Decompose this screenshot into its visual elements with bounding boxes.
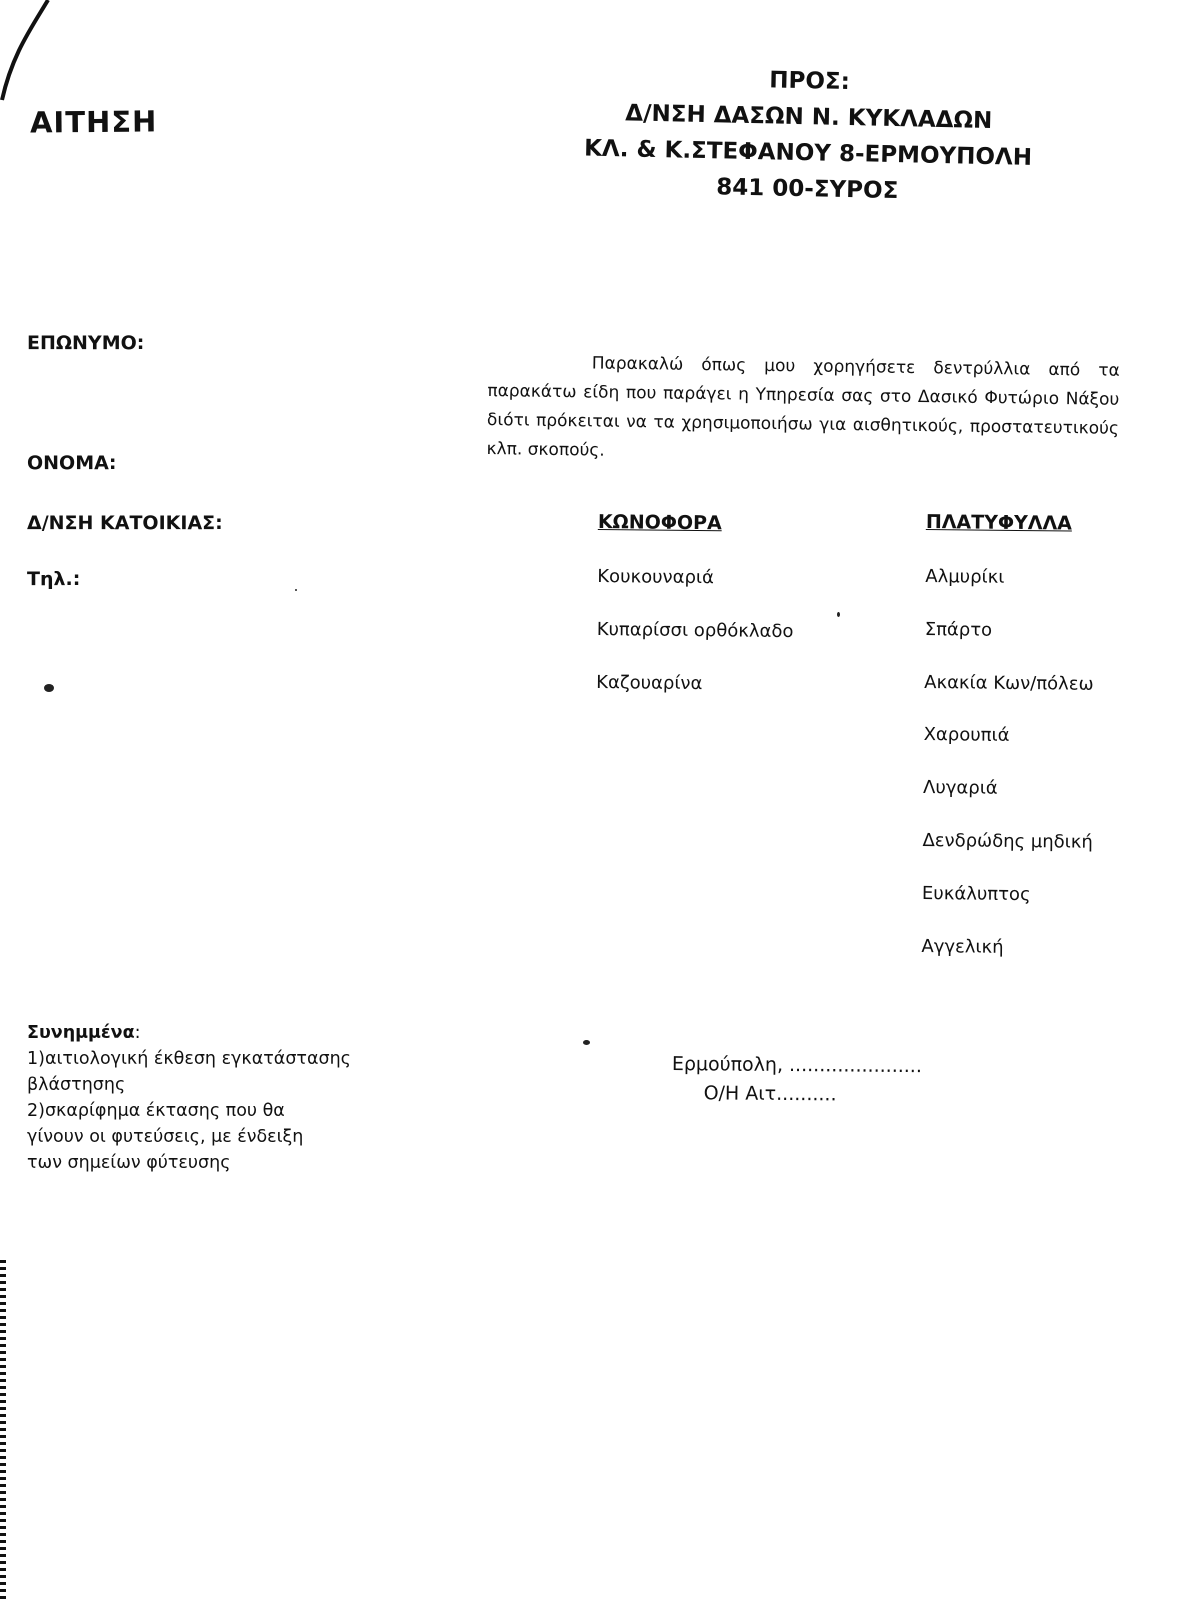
attachments-colon: : bbox=[134, 1023, 141, 1043]
scan-edge-marks bbox=[0, 1260, 6, 1600]
broadleaf-item: Σπάρτο bbox=[924, 618, 993, 641]
scan-speck bbox=[44, 684, 54, 692]
broadleaf-item: Χαρουπιά bbox=[923, 723, 1010, 746]
broadleaf-item: Δενδρώδης μηδική bbox=[922, 829, 1093, 853]
signature-block bbox=[671, 1050, 931, 1110]
address-label: Δ/ΝΣΗ ΚΑΤΟΙΚΙΑΣ: bbox=[27, 512, 223, 534]
broadleaves-column bbox=[921, 511, 1146, 973]
conifers-column bbox=[596, 511, 878, 714]
scan-speck bbox=[295, 589, 297, 591]
recipient-line: ΠΡΟΣ: bbox=[769, 67, 851, 96]
document-title: ΑΙΤΗΣΗ bbox=[29, 104, 158, 140]
recipient-line: Δ/ΝΣΗ ΔΑΣΩΝ Ν. ΚΥΚΛΑΔΩΝ bbox=[625, 100, 993, 135]
phone-label: Τηλ.: bbox=[27, 568, 81, 590]
broadleaf-item: Αγγελική bbox=[921, 935, 1004, 958]
conifers-header: ΚΩΝΟΦΟΡΑ bbox=[597, 511, 722, 535]
name-label: ΟΝΟΜΑ: bbox=[27, 452, 117, 474]
broadleaf-item: Ευκάλυπτος bbox=[921, 882, 1031, 906]
surname-label: ΕΠΩΝΥΜΟ: bbox=[27, 332, 145, 354]
attachment-item: 2)σκαρίφημα έκτασης που θα γίνουν οι φυτεύσεις, με ένδειξη των σημείων φύτευσης bbox=[27, 1101, 304, 1173]
scan-speck bbox=[583, 1040, 590, 1045]
conifer-item: Κουκουναριά bbox=[597, 565, 714, 589]
request-text: Παρακαλώ όπως μου χορηγήσετε δεντρύλλια από τα παρακάτω είδη που παράγει η Υπηρεσία σας στο Δασικό Φυτώριο Νάξου διότι πρόκειται να τα χρησιμοποιήσω για αισθητικούς, προστατευτικούς κλπ. σκοπούς. bbox=[486, 353, 1120, 461]
broadleaves-header: ΠΛΑΤΥΦΥΛΛΑ bbox=[925, 511, 1073, 535]
request-paragraph bbox=[486, 348, 1120, 473]
broadleaf-item: Αλμυρίκι bbox=[925, 565, 1005, 588]
broadleaf-item: Ακακία Κων/πόλεω bbox=[924, 671, 1094, 695]
attachment-item: 1)αιτιολογική έκθεση εγκατάστασης βλάστησης bbox=[27, 1049, 351, 1095]
recipient-address bbox=[557, 58, 1060, 212]
recipient-line: ΚΛ. & Κ.ΣΤΕΦΑΝΟΥ 8-ΕΡΜΟΥΠΟΛΗ bbox=[583, 135, 1033, 171]
attachments-heading bbox=[27, 1020, 387, 1046]
scan-edge-stroke bbox=[0, 0, 60, 110]
place-date-line: Ερμούπολη, ...................... bbox=[671, 1052, 923, 1078]
recipient-line: 841 00-ΣΥΡΟΣ bbox=[716, 174, 899, 205]
conifer-item: Καζουαρίνα bbox=[596, 671, 703, 695]
applicant-signature-line: Ο/Η Αιτ.......... bbox=[703, 1082, 837, 1106]
broadleaf-item: Λυγαριά bbox=[922, 776, 998, 799]
conifer-item: Κυπαρίσσι ορθόκλαδο bbox=[596, 618, 794, 643]
attachments-title: Συνημμένα bbox=[27, 1023, 135, 1043]
attachments-block bbox=[27, 1020, 387, 1176]
